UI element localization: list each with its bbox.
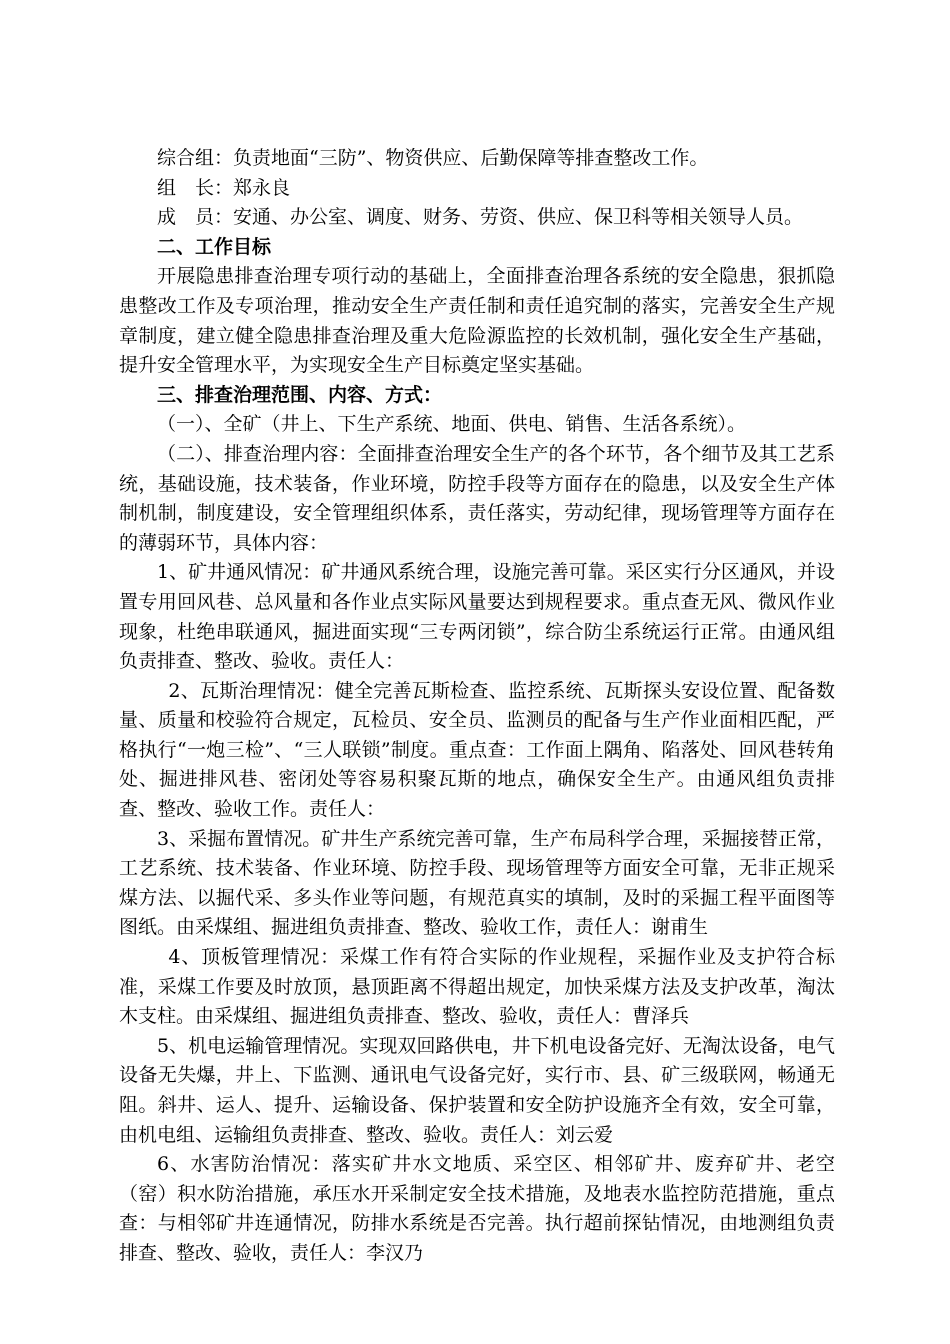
section-heading-work-goals: 二、工作目标 xyxy=(157,235,272,258)
paragraph-scope-whole-mine: （一）、全矿（井上、下生产系统、地面、供电、销售、生活各系统）。 xyxy=(157,413,747,436)
paragraph-item-mining-layout: 3、采掘布置情况。矿井生产系统完善可靠，生产布局科学合理，采掘接替正常，工艺系统、技术装备、作业环境、防控手段、现场管理等方面安全可靠，无非正规采煤方法、以掘代采、多头作业等问题，有规范真实的填制，及时的采掘工程平面图等图纸。由采煤组、掘进组负责排查、整改、验收工作，责任人：谢甫生 xyxy=(119,827,835,939)
document-body xyxy=(119,144,835,1269)
paragraph-item-ventilation: 1、矿井通风情况：矿井通风系统合理，设施完善可靠。采区实行分区通风，并设置专用回风巷、总风量和各作业点实际风量要达到规程要求。重点查无风、微风作业现象，杜绝串联通风，掘进面实现“三专两闭锁”，综合防尘系统运行正常。由通风组负责排查、整改、验收。责任人： xyxy=(119,561,835,673)
paragraph-item-roof: 4、顶板管理情况：采煤工作有符合实际的作业规程，采掘作业及支护符合标准，采煤工作要及时放顶，悬顶距离不得超出规定，加快采煤方法及支护改革，淘汰木支柱。由采煤组、掘进组负责排查、整改、验收，责任人：曹泽兵 xyxy=(119,946,835,1028)
paragraph-scope-content: （二）、排查治理内容：全面排查治理安全生产的各个环节，各个细节及其工艺系统，基础设施，技术装备，作业环境，防控手段等方面存在的隐患，以及安全生产体制机制，制度建设，安全管理组织体系，责任落实，劳动纪律，现场管理等方面存在的薄弱环节，具体内容： xyxy=(119,442,835,554)
paragraph-item-gas: 2、瓦斯治理情况：健全完善瓦斯检查、监控系统、瓦斯探头安设位置、配备数量、质量和校验符合规定，瓦检员、安全员、监测员的配备与生产作业面相匹配，严格执行“一炮三检”、“三人联锁”制度。重点查：工作面上隅角、陷落处、回风巷转角处、掘进排风巷、密闭处等容易积聚瓦斯的地点，确保安全生产。由通风组负责排查、整改、验收工作。责任人： xyxy=(119,679,835,821)
paragraph-group-leader: 组 长：郑永良 xyxy=(157,176,291,199)
paragraph-item-water-hazard: 6、水害防治情况：落实矿井水文地质、采空区、相邻矿井、废弃矿井、老空（窑）积水防治措施，承压水开采制定安全技术措施，及地表水监控防范措施，重点查：与相邻矿井连通情况，防排水系统是否完善。执行超前探钻情况，由地测组负责排查、整改、验收，责任人：李汉乃 xyxy=(119,1153,835,1264)
paragraph-work-goals: 开展隐患排查治理专项行动的基础上，全面排查治理各系统的安全隐患，狠抓隐患整改工作及专项治理，推动安全生产责任制和责任追究制的落实，完善安全生产规章制度，建立健全隐患排查治理及重大危险源监控的长效机制，强化安全生产基础，提升安全管理水平，为实现安全生产目标奠定坚实基础。 xyxy=(119,265,835,377)
section-heading-scope: 三、排查治理范围、内容、方式： xyxy=(157,383,443,406)
paragraph-members: 成 员：安通、办公室、调度、财务、劳资、供应、保卫科等相关领导人员。 xyxy=(157,206,804,229)
paragraph-item-electromechanical: 5、机电运输管理情况。实现双回路供电，井下机电设备完好、无淘汰设备，电气设备无失爆，井上、下监测、通讯电气设备完好，实行市、县、矿三级联网，畅通无阻。斜井、运人、提升、运输设备、保护装置和安全防护设施齐全有效，安全可靠，由机电组、运输组负责排查、整改、验收。责任人：刘云爱 xyxy=(119,1034,835,1146)
paragraph-general-group: 综合组：负责地面“三防”、物资供应、后勤保障等排查整改工作。 xyxy=(157,147,709,169)
